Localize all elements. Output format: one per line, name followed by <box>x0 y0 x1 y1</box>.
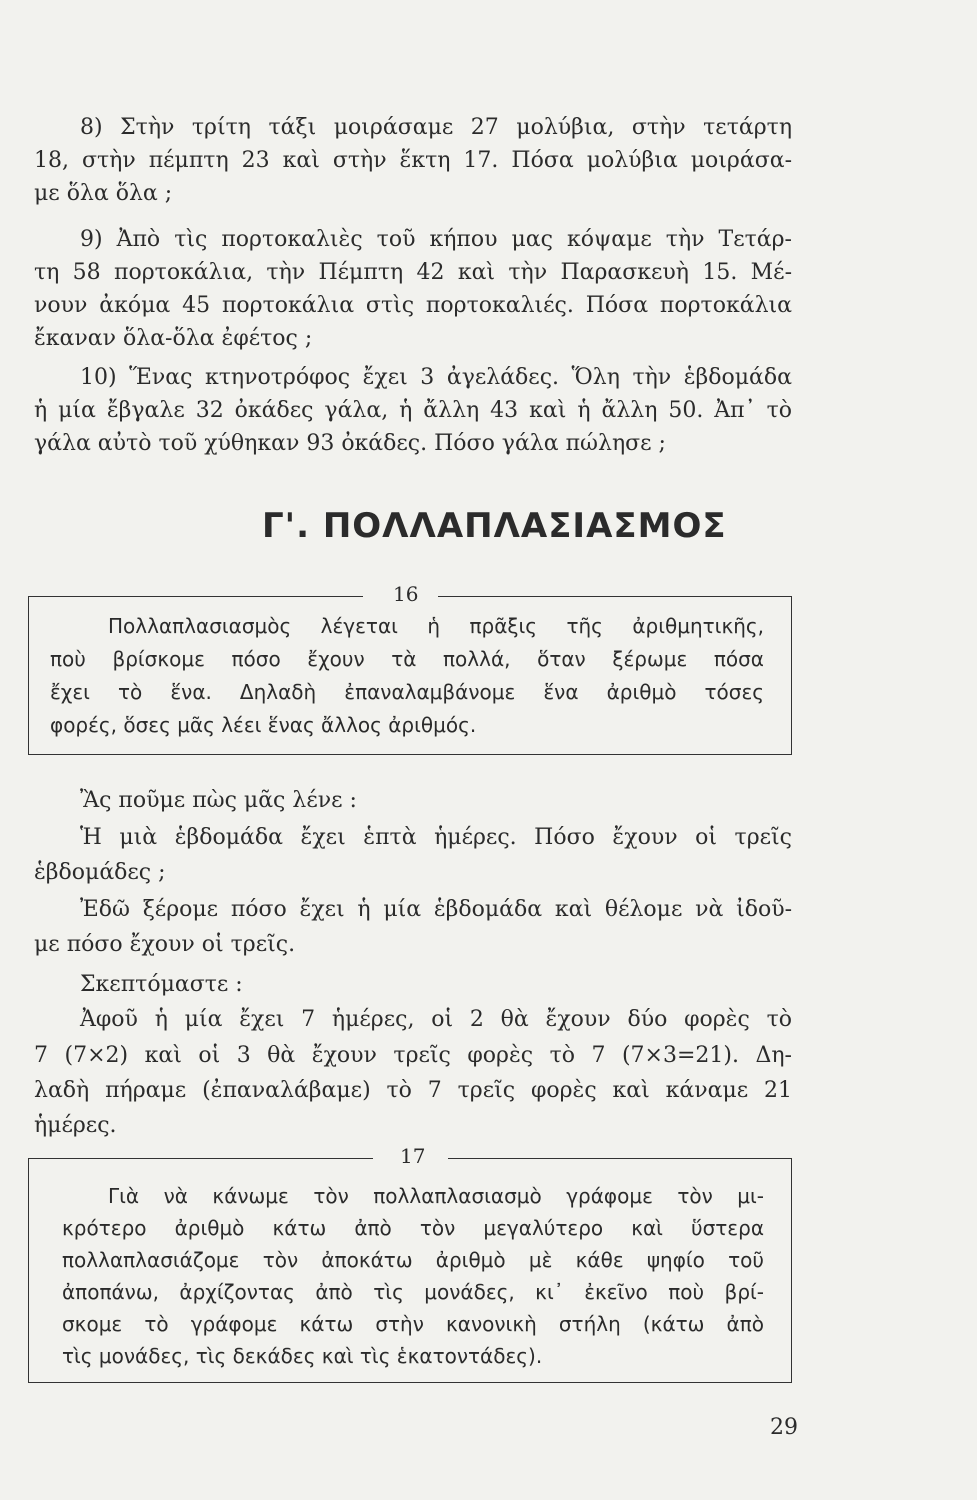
exercise-8-line-3: με ὅλα ὅλα ; <box>34 181 173 206</box>
page-number: 29 <box>770 1415 798 1440</box>
exercise-9-line-2: τη 58 πορτοκάλια, τὴν Πέμπτη 42 καὶ τὴν Παρασκευὴ 15. Μέ- <box>34 260 792 285</box>
body-line-2: Ἡ μιὰ ἑβδομάδα ἔχει ἑπτὰ ἡμέρες. Πόσο ἔχουν οἱ τρεῖς <box>80 825 792 850</box>
rule-17-line-5: σκομε τὸ γράφομε κάτω στὴν κανονικὴ στήλη (κάτω ἀπὸ <box>62 1312 764 1336</box>
rule-16-number: 16 <box>393 582 419 606</box>
rule-17-line-6: τὶς μονάδες, τὶς δεκάδες καὶ τὶς ἑκατοντάδες). <box>62 1344 543 1368</box>
rule-16-line-4: φορές, ὅσες μᾶς λέει ἕνας ἄλλος ἀριθμός. <box>50 713 477 737</box>
rule-17-line-1: Γιὰ νὰ κάνωμε τὸν πολλαπλασιασμὸ γράφομε τὸν μι- <box>108 1184 764 1208</box>
exercise-9-line-4: ἔκαναν ὅλα-ὅλα ἐφέτος ; <box>34 326 313 351</box>
rule-16-line-3: ἔχει τὸ ἕνα. Δηλαδὴ ἐπαναλαμβάνομε ἕνα ἀριθμὸ τόσες <box>50 680 764 704</box>
body-line-1: Ἂς ποῦμε πὼς μᾶς λένε : <box>80 788 357 813</box>
body-line-8: 7 (7×2) καὶ οἱ 3 θὰ ἔχουν τρεῖς φορὲς τὸ 7 (7×3=21). Δη- <box>34 1043 792 1068</box>
exercise-9-line-3: νουν ἀκόμα 45 πορτοκάλια στὶς πορτοκαλιές. Πόσα πορτοκάλια <box>34 293 792 318</box>
body-line-6: Σκεπτόμαστε : <box>80 972 243 997</box>
section-heading: Γ'. ΠΟΛΛΑΠΛΑΣΙΑΣΜΟΣ <box>262 506 727 546</box>
body-line-3: ἑβδομάδες ; <box>34 860 166 885</box>
rule-16-line-1: Πολλαπλασιασμὸς λέγεται ἡ πρᾶξις τῆς ἀριθμητικῆς, <box>108 614 764 638</box>
body-line-5: με πόσο ἔχουν οἱ τρεῖς. <box>34 932 296 957</box>
exercise-10-line-2: ἡ μία ἔβγαλε 32 ὀκάδες γάλα, ἡ ἄλλη 43 καὶ ἡ ἄλλη 50. Ἀπ᾿ τὸ <box>34 398 792 423</box>
rule-17-number: 17 <box>400 1144 426 1168</box>
exercise-10-line-3: γάλα αὐτὸ τοῦ χύθηκαν 93 ὀκάδες. Πόσο γάλα πώλησε ; <box>34 431 666 456</box>
exercise-9-line-1: 9) Ἀπὸ τὶς πορτοκαλιὲς τοῦ κήπου μας κόψαμε τὴν Τετάρ- <box>80 227 792 252</box>
rule-17-line-2: κρότερο ἀριθμὸ κάτω ἀπὸ τὸν μεγαλύτερο καὶ ὕστερα <box>62 1216 764 1240</box>
rule-17-line-4: ἀποπάνω, ἀρχίζοντας ἀπὸ τὶς μονάδες, κι᾿ ἐκεῖνο ποὺ βρί- <box>62 1280 764 1304</box>
rule-17-line-3: πολλαπλασιάζομε τὸν ἀποκάτω ἀριθμὸ μὲ κάθε ψηφίο τοῦ <box>62 1248 764 1272</box>
rule-16-line-2: ποὺ βρίσκομε πόσο ἔχουν τὰ πολλά, ὅταν ξέρωμε πόσα <box>50 647 764 671</box>
exercise-10-line-1: 10) Ἕνας κτηνοτρόφος ἔχει 3 ἀγελάδες. Ὅλη τὴν ἑβδομάδα <box>80 365 792 390</box>
body-line-10: ἡμέρες. <box>34 1113 117 1138</box>
body-line-4: Ἐδῶ ξέρομε πόσο ἔχει ἡ μία ἑβδομάδα καὶ θέλομε νὰ ἰδοῦ- <box>80 897 792 922</box>
exercise-8-line-1: 8) Στὴν τρίτη τάξι μοιράσαμε 27 μολύβια, στὴν τετάρτη <box>80 115 792 140</box>
body-line-7: Ἀφοῦ ἡ μία ἔχει 7 ἡμέρες, οἱ 2 θὰ ἔχουν δύο φορὲς τὸ <box>80 1007 792 1032</box>
exercise-8-line-2: 18, στὴν πέμπτη 23 καὶ στὴν ἕκτη 17. Πόσα μολύβια μοιράσα- <box>34 148 792 173</box>
body-line-9: λαδὴ πήραμε (ἐπαναλάβαμε) τὸ 7 τρεῖς φορὲς καὶ κάναμε 21 <box>34 1078 792 1103</box>
